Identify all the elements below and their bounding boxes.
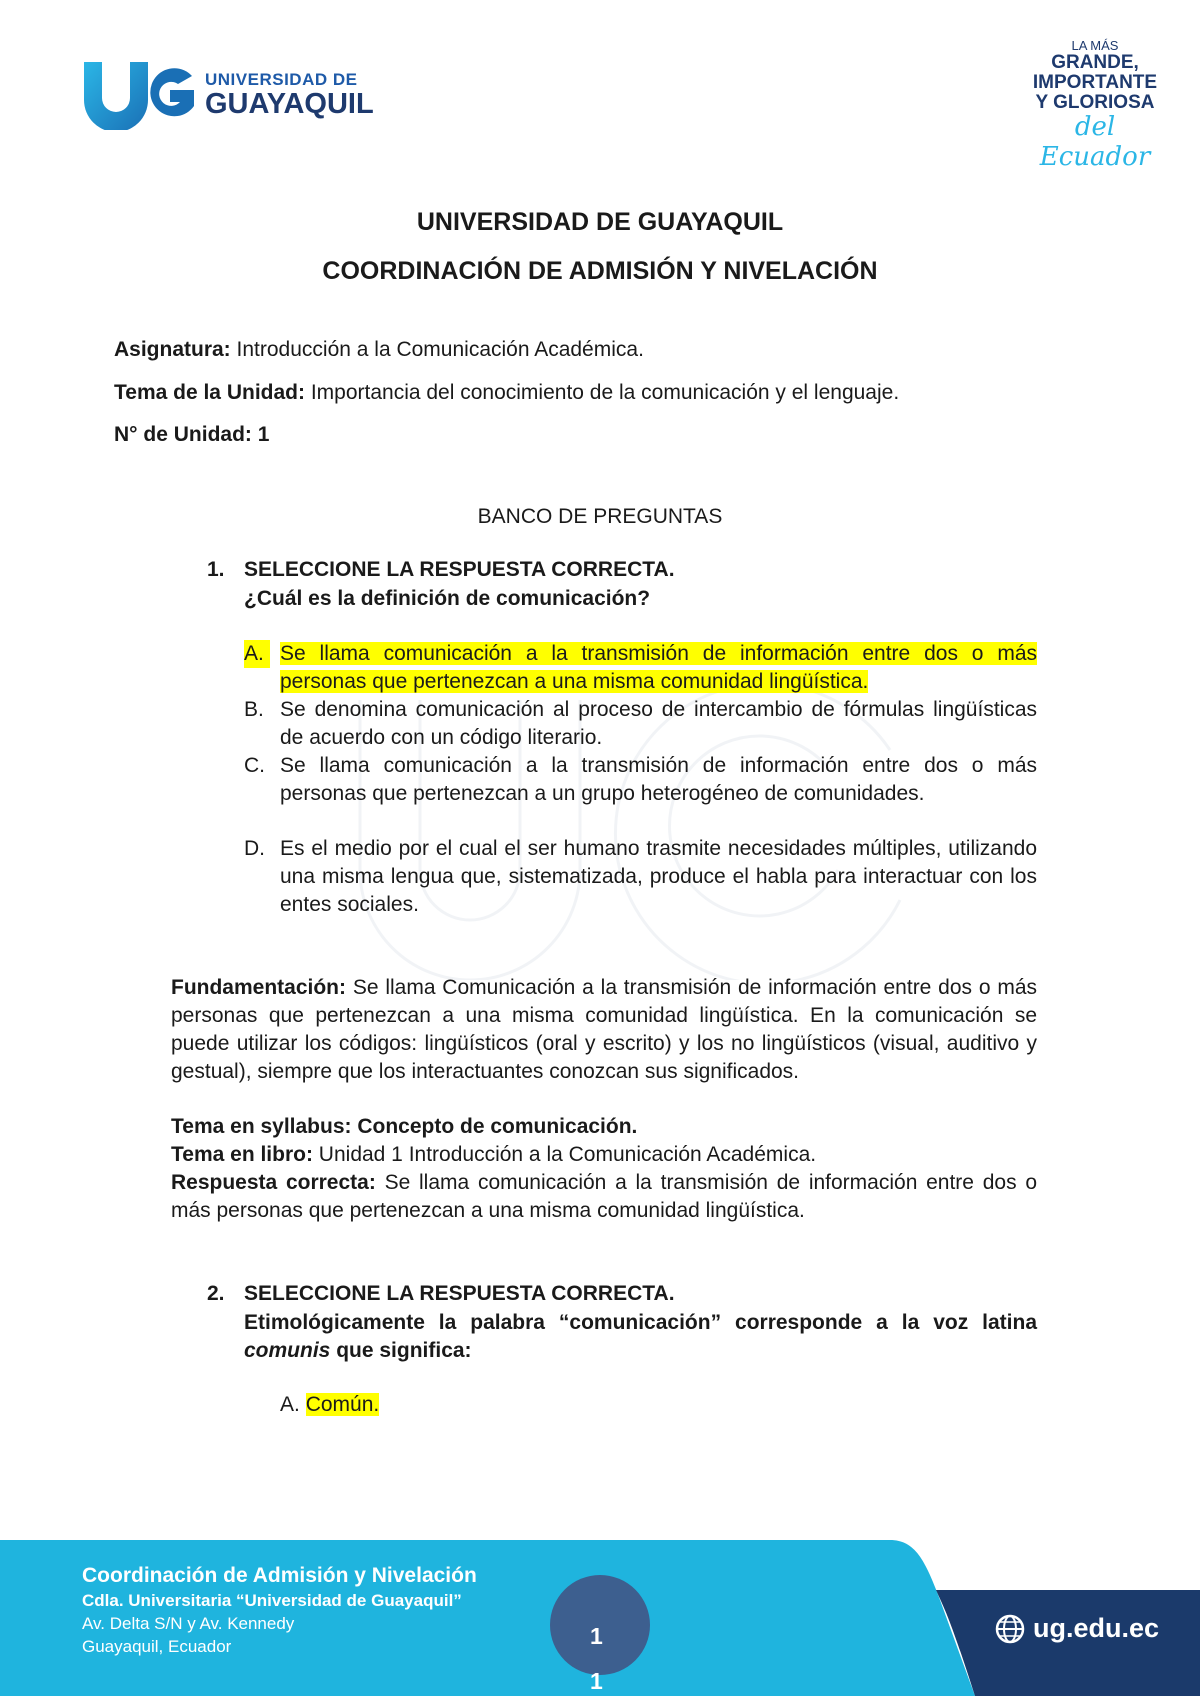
globe-icon xyxy=(995,1614,1025,1649)
footer-band xyxy=(0,1540,1200,1696)
libro-value: Unidad 1 Introducción a la Comunicación Académica. xyxy=(312,1143,817,1166)
page-number-repeat: 1 xyxy=(590,1668,603,1694)
q1-option-a-letter: A. xyxy=(244,640,270,668)
tema-label: Tema de la Unidad: xyxy=(114,381,305,404)
q1-option-d-letter: D. xyxy=(244,837,265,860)
q1-number: 1. xyxy=(207,558,225,581)
q2-question-part1: Etimológicamente la palabra “comunicación” corresponde a la voz latina xyxy=(244,1311,1037,1334)
q1-option-c-text: Se llama comunicación a la transmisión de información entre dos o más personas que pertenezcan a un grupo heterogéneo de comunidades. xyxy=(280,754,1037,805)
q1-option-c-letter: C. xyxy=(244,754,265,777)
q2-option-a-text: Común. xyxy=(305,1393,380,1416)
unidad-line xyxy=(114,423,269,447)
q1-option-a-text: Se llama comunicación a la transmisión de información entre dos o más personas que pertenezcan a una misma comunidad lingüística. xyxy=(280,642,1037,693)
slogan-line2: IMPORTANTE xyxy=(1032,72,1158,93)
q2-option-a xyxy=(280,1391,379,1419)
ug-logo xyxy=(80,58,380,130)
slogan-logo xyxy=(1020,38,1170,172)
q1-option-d-text: Es el medio por el cual el ser humano trasmite necesidades múltiples, utilizando una misma lengua que, sistematizada, produce el habla para interactuar con los entes sociales. xyxy=(280,837,1037,916)
q1-libro xyxy=(171,1141,1037,1169)
bank-title: BANCO DE PREGUNTAS xyxy=(477,505,723,528)
slogan-line1: GRANDE, xyxy=(1051,52,1139,73)
q1-instruction: SELECCIONE LA RESPUESTA CORRECTA. xyxy=(244,558,675,581)
fund-text: Se llama Comunicación a la transmisión de información entre dos o más personas que pertenezcan a una misma comunidad lingüística. En la comunicación se puede utilizar los códigos: lingüísticos (oral y escrito) y los no lingüísticos (visual, auditivo y gestual), siempre que los interactuantes conozcan sus significados. xyxy=(171,976,1037,1083)
q1-option-a xyxy=(280,640,1037,696)
respuesta-value: Se llama comunicación a la transmisión de información entre dos o más personas que pertenezcan a una misma comunidad lingüística. xyxy=(171,1171,1038,1222)
q2-question-part2: que significa: xyxy=(330,1339,472,1362)
doc-title-line2: COORDINACIÓN DE ADMISIÓN Y NIVELACIÓN xyxy=(322,257,878,285)
slogan-small: LA MÁS xyxy=(1071,38,1119,53)
q1-respuesta xyxy=(171,1169,1037,1225)
slogan-script: del Ecuador xyxy=(1039,112,1151,172)
logo-line2: GUAYAQUIL xyxy=(205,88,374,120)
tema-value: Importancia del conocimiento de la comunicación y el lenguaje. xyxy=(304,381,900,404)
logo-line1: UNIVERSIDAD DE xyxy=(205,70,358,89)
website-link[interactable]: ug.edu.ec xyxy=(1033,1613,1160,1643)
respuesta-label: Respuesta correcta: xyxy=(171,1171,376,1194)
q1-syllabus: Tema en syllabus: Concepto de comunicación. xyxy=(171,1115,638,1138)
footer-line1: Coordinación de Admisión y Nivelación xyxy=(82,1564,477,1587)
slogan-line3: Y GLORIOSA xyxy=(1035,92,1155,113)
footer-line2: Cdla. Universitaria “Universidad de Guayaquil” xyxy=(82,1591,462,1610)
fund-label: Fundamentación: xyxy=(171,976,347,999)
libro-label: Tema en libro: xyxy=(171,1143,313,1166)
q1-question: ¿Cuál es la definición de comunicación? xyxy=(244,587,651,610)
q2-number: 2. xyxy=(207,1282,225,1305)
asignatura-label: Asignatura: xyxy=(114,338,231,361)
q2-question-italic: comunis xyxy=(244,1339,331,1362)
q2-option-a-letter: A. xyxy=(280,1393,300,1416)
q2-instruction: SELECCIONE LA RESPUESTA CORRECTA. xyxy=(244,1282,675,1305)
doc-title-line1: UNIVERSIDAD DE GUAYAQUIL xyxy=(416,208,784,236)
q1-option-b-text: Se denomina comunicación al proceso de intercambio de fórmulas lingüísticas de acuerdo con un código literario. xyxy=(280,698,1037,749)
q1-fundamentacion xyxy=(171,974,1037,1086)
tema-line xyxy=(114,381,899,405)
footer-line4: Guayaquil, Ecuador xyxy=(82,1637,232,1656)
footer-line3: Av. Delta S/N y Av. Kennedy xyxy=(82,1614,295,1633)
asignatura-line xyxy=(114,338,644,362)
page-number: 1 xyxy=(590,1623,603,1649)
q1-option-b-letter: B. xyxy=(244,698,264,721)
unidad-value: 1 xyxy=(251,423,270,446)
q2-question xyxy=(244,1309,1037,1365)
asignatura-value: Introducción a la Comunicación Académica. xyxy=(230,338,644,361)
unidad-label: N° de Unidad: xyxy=(114,423,252,446)
